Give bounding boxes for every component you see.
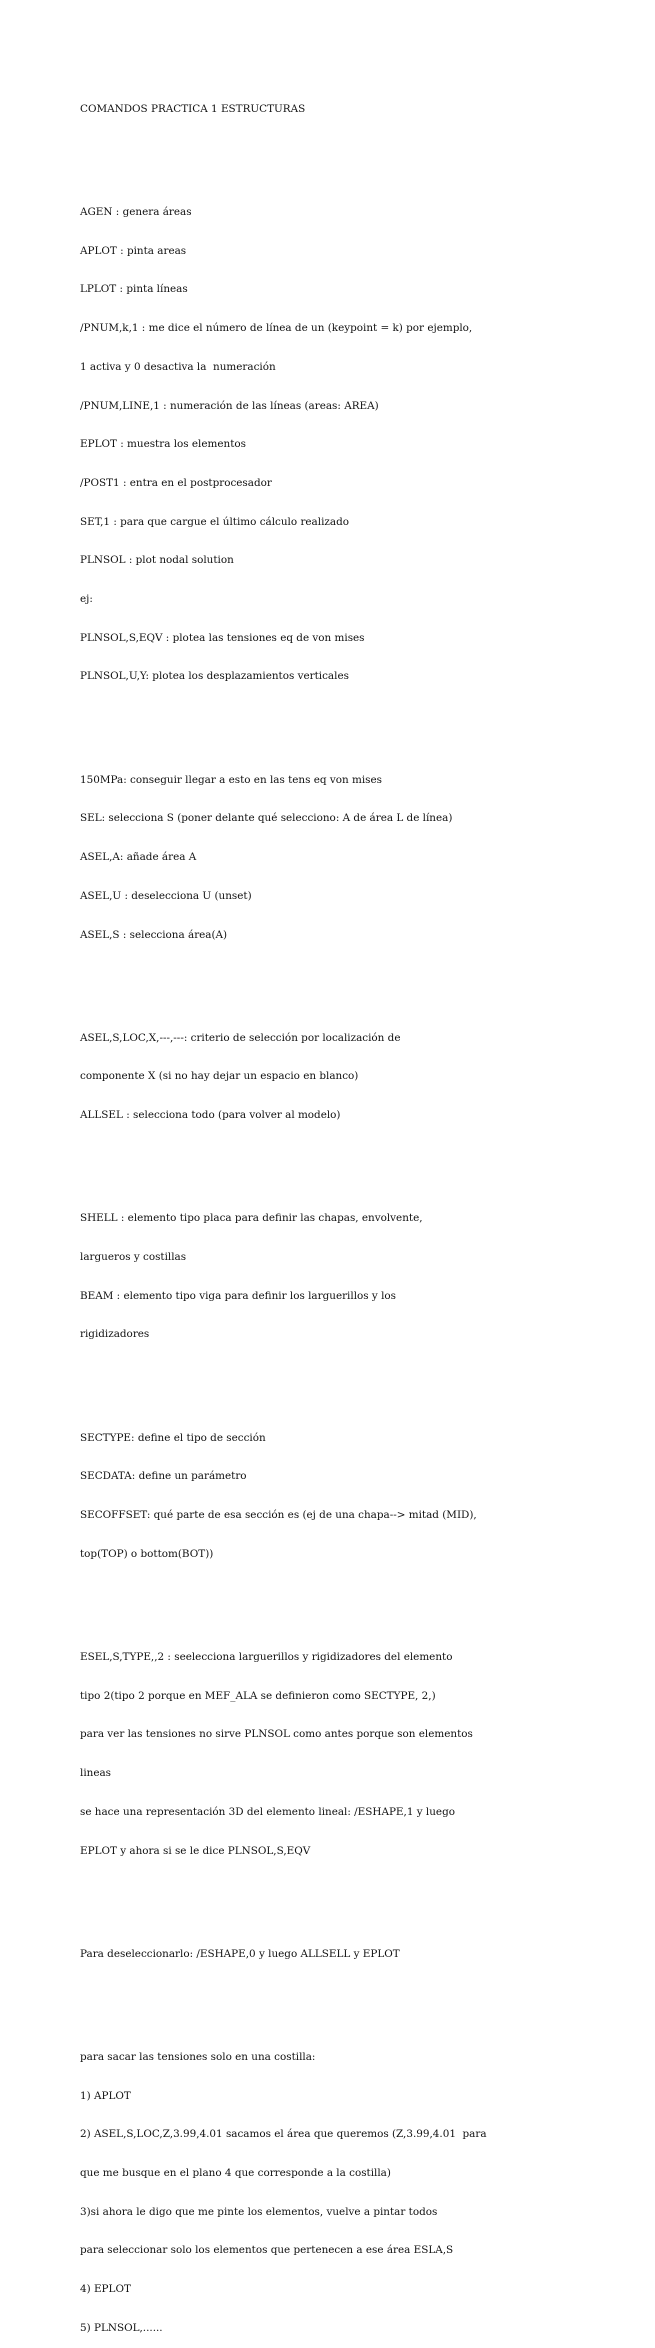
text-line: SECDATA: define un parámetro <box>80 1470 247 1483</box>
text-line: 1 activa y 0 desactiva la numeración <box>80 360 276 373</box>
text-line: ASEL,A: añade área A <box>80 851 197 864</box>
spacer <box>80 1367 640 1380</box>
spacer <box>80 1986 640 1999</box>
spacer <box>80 1883 640 1896</box>
text-line: /PNUM,k,1 : me dice el número de línea de un (keypoint = k) por ejemplo, <box>80 322 473 335</box>
text-line: ASEL,S,LOC,X,---,---: criterio de selección por localización de <box>80 1031 401 1044</box>
text-line: BEAM : elemento tipo viga para definir los larguerillos y los <box>80 1289 397 1302</box>
text-line: top(TOP) o bottom(BOT)) <box>80 1547 214 1560</box>
text-line: SET,1 : para que cargue el último cálculo realizado <box>80 515 349 528</box>
text-line: lineas <box>80 1767 112 1780</box>
document-body <box>80 77 640 2348</box>
text-line: 2) ASEL,S,LOC,Z,3.99,4.01 sacamos el área que queremos (Z,3.99,4.01 para <box>80 2128 487 2141</box>
text-line: ALLSEL : selecciona todo (para volver al modelo) <box>80 1109 341 1122</box>
text-line: AGEN : genera áreas <box>80 206 192 219</box>
text-line: /PNUM,LINE,1 : numeración de las líneas (areas: AREA) <box>80 399 379 412</box>
text-line: tipo 2(tipo 2 porque en MEF_ALA se definieron como SECTYPE, 2,) <box>80 1689 436 1702</box>
text-line: ASEL,S : selecciona área(A) <box>80 928 228 941</box>
spacer <box>80 967 640 980</box>
spacer <box>80 142 640 155</box>
text-line: PLNSOL : plot nodal solution <box>80 554 234 567</box>
text-line: EPLOT : muestra los elementos <box>80 438 246 451</box>
text-line: componente X (si no hay dejar un espacio en blanco) <box>80 1070 359 1083</box>
text-line: 5) PLNSOL,...... <box>80 2321 163 2334</box>
text-line: 150MPa: conseguir llegar a esto en las tens eq von mises <box>80 773 382 786</box>
text-line: rigidizadores <box>80 1328 150 1341</box>
text-line: para ver las tensiones no sirve PLNSOL como antes porque son elementos <box>80 1728 473 1741</box>
text-line: Para deseleccionarlo: /ESHAPE,0 y luego ALLSELL y EPLOT <box>80 1947 400 1960</box>
text-line: /POST1 : entra en el postprocesador <box>80 476 272 489</box>
spacer <box>80 1586 640 1599</box>
text-line: 1) APLOT <box>80 2089 131 2102</box>
spacer <box>80 709 640 722</box>
text-line: SECTYPE: define el tipo de sección <box>80 1431 266 1444</box>
text-line: para sacar las tensiones solo en una costilla: <box>80 2050 316 2063</box>
text-line: se hace una representación 3D del elemento lineal: /ESHAPE,1 y luego <box>80 1805 455 1818</box>
text-line: EPLOT y ahora si se le dice PLNSOL,S,EQV <box>80 1844 311 1857</box>
text-line: SECOFFSET: qué parte de esa sección es (ej de una chapa--> mitad (MID), <box>80 1509 477 1522</box>
text-line: largueros y costillas <box>80 1251 187 1264</box>
text-line: APLOT : pinta areas <box>80 244 187 257</box>
text-line: 4) EPLOT <box>80 2283 131 2296</box>
text-line: que me busque en el plano 4 que corresponde a la costilla) <box>80 2167 391 2180</box>
text-line: SEL: selecciona S (poner delante qué selecciono: A de área L de línea) <box>80 812 453 825</box>
text-line: ej: <box>80 593 93 606</box>
spacer <box>80 1148 640 1161</box>
text-line: SHELL : elemento tipo placa para definir las chapas, envolvente, <box>80 1212 423 1225</box>
text-line: PLNSOL,S,EQV : plotea las tensiones eq de von mises <box>80 631 365 644</box>
document-title: COMANDOS PRACTICA 1 ESTRUCTURAS <box>80 102 306 115</box>
text-line: PLNSOL,U,Y: plotea los desplazamientos verticales <box>80 670 349 683</box>
text-line: para seleccionar solo los elementos que pertenecen a ese área ESLA,S <box>80 2244 454 2257</box>
text-line: 3)si ahora le digo que me pinte los elementos, vuelve a pintar todos <box>80 2205 438 2218</box>
text-line: ASEL,U : deselecciona U (unset) <box>80 889 252 902</box>
text-line: ESEL,S,TYPE,,2 : seelecciona larguerillos y rigidizadores del elemento <box>80 1651 453 1663</box>
text-line: LPLOT : pinta líneas <box>80 283 188 296</box>
